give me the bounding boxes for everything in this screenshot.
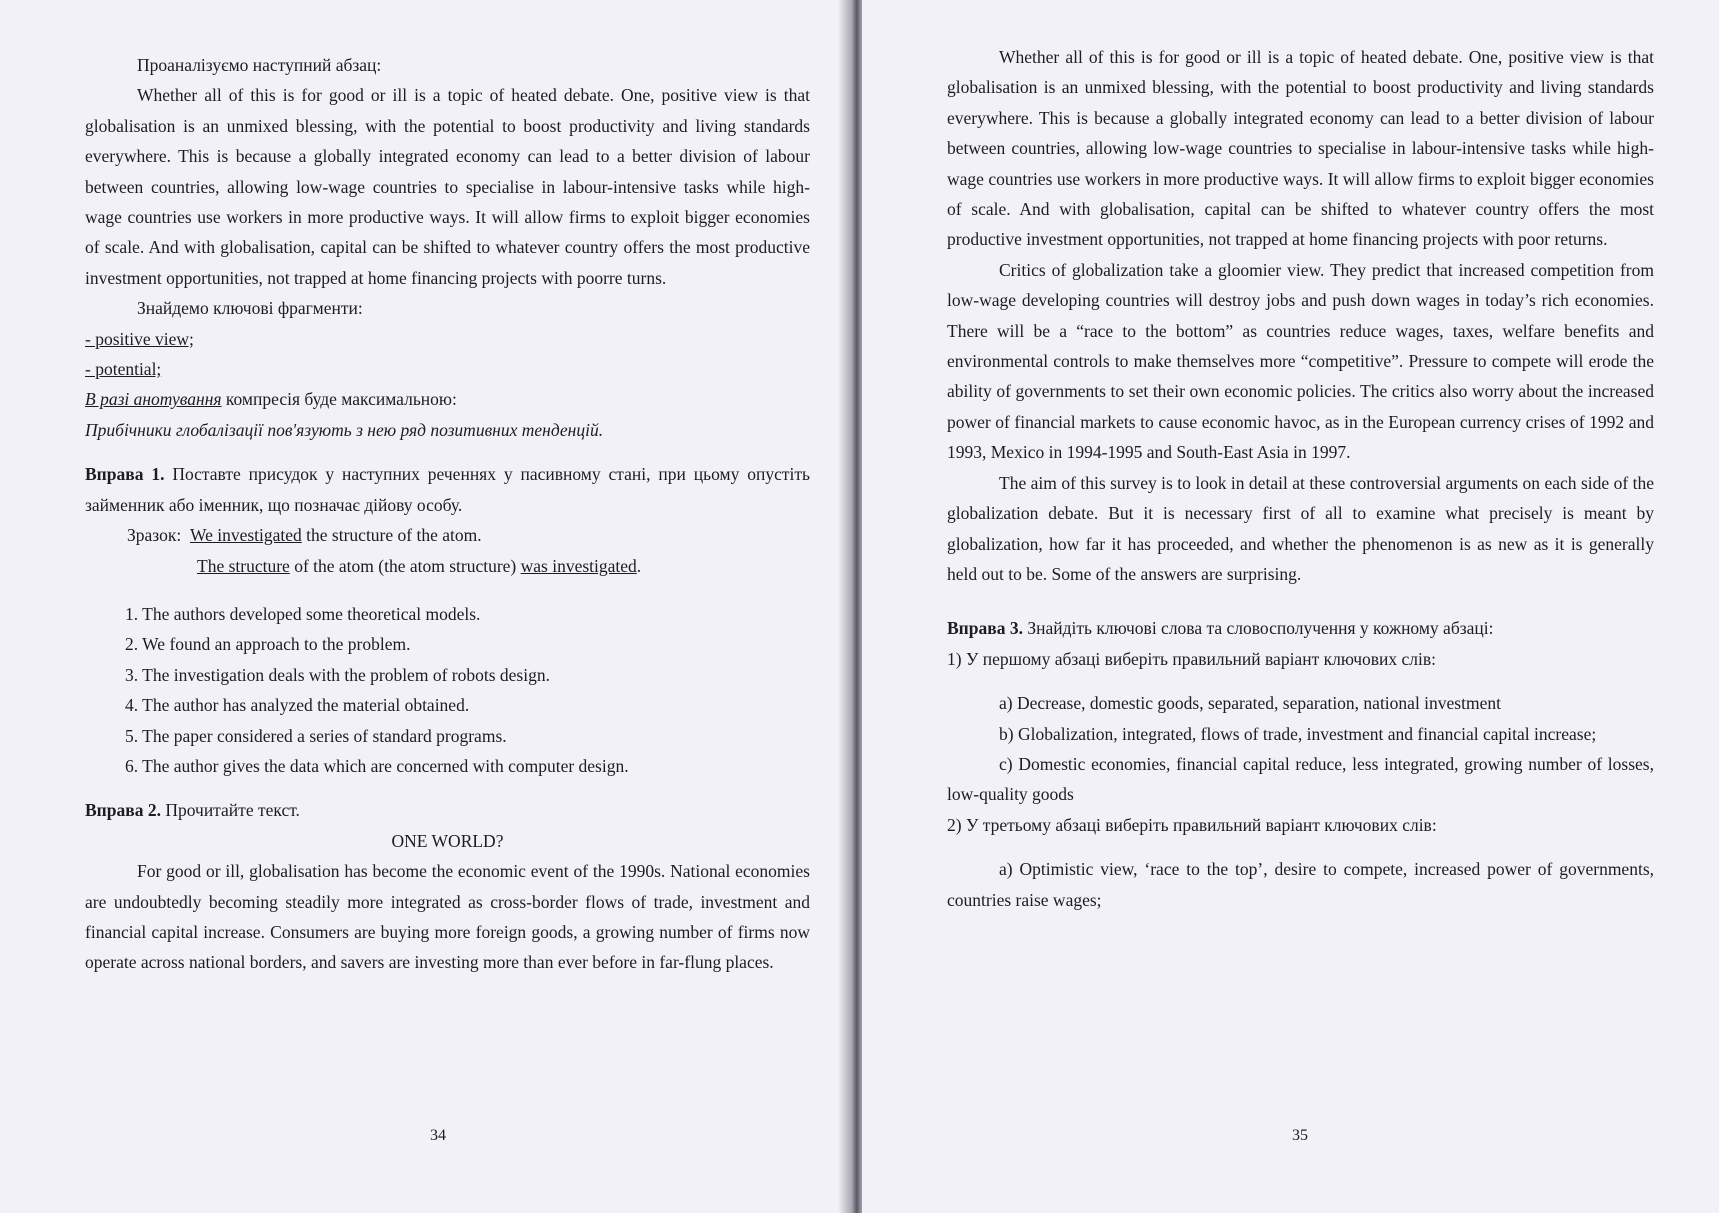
list-item: 4. The author has analyzed the material obtained. (125, 695, 470, 716)
sample-predicate: was investigated (520, 555, 637, 576)
sample-end: . (636, 555, 642, 576)
sample-middle: of the atom (the atom structure) (289, 555, 521, 576)
right-paragraph-3: The aim of this survey is to look in detail at these controversial arguments on each side of the globalization debate. But it is necessary first of all to examine what precisely is meant by globalization, how far it has proceeded, and whether the phenomenon is as new as it is generally held out to be. Some of the answers are surprising. (947, 472, 1654, 584)
exercise-2-text: Прочитайте текст. (160, 800, 300, 821)
exercise-1-list (85, 599, 810, 781)
exercise-2-label: Вправа 2. (85, 800, 161, 821)
exercise-3-label: Вправа 3. (947, 618, 1023, 639)
exercise-1-label: Вправа 1. (85, 464, 165, 485)
list-item: 5. The paper considered a series of standard programs. (125, 725, 507, 746)
left-page (0, 0, 850, 1213)
text-paragraph: For good or ill, globalisation has become the economic event of the 1990s. National economies are undoubtedly becoming steadily more integrated as cross-border flows of trade, investment and financial capital increase. Consumers are buying more foreign goods, a growing number of firms now operate across national borders, and savers are investing more than ever before in far-flung places. (85, 861, 810, 973)
question-2: 2) У третьому абзаці виберіть правильний варіант ключових слів: (947, 814, 1437, 835)
sample-label: Зразок: (127, 525, 182, 546)
list-item: 6. The author gives the data which are concerned with computer design. (125, 755, 629, 776)
annotation-rest: компресія буде максимальною: (221, 389, 457, 410)
question-2-option-a: a) Optimistic view, ‘race to the top’, desire to compete, increased power of governments, countries raise wages; (947, 859, 1654, 910)
key-fragments-intro: Знайдемо ключові фрагменти: (137, 298, 363, 319)
list-item: 3. The investigation deals with the problem of robots design. (125, 664, 550, 685)
sample-rest: the structure of the atom. (301, 525, 482, 546)
question-1-option-c: c) Domestic economies, financial capital reduce, less integrated, growing number of losses, low-quality goods (947, 753, 1654, 805)
sample-we-investigated: We investigated (189, 525, 302, 546)
annotation-term: В разі анотування (85, 389, 222, 410)
exercise-2-instruction (85, 795, 810, 825)
key-fragment-positive-view: - positive view; (85, 328, 194, 349)
page-number-right: 35 (1292, 1127, 1308, 1144)
sample-paragraph: Whether all of this is for good or ill is a topic of heated debate. One, positive view is that globalisation is an unmixed blessing, with the potential to boost productivity and living standards everywhere. This is because a globally integrated economy can lead to a better division of labour between countries, allowing low-wage countries to specialise in labour-intensive tasks while high-wage countries use workers in more productive ways. It will allow firms to exploit bigger economies of scale. And with globalisation, capital can be shifted to whatever country offers the most productive investment opportunities, not trapped at home financing projects with poorre turns. (85, 85, 810, 288)
exercise-3-instruction (947, 613, 1654, 643)
exercise-1-instruction (85, 459, 810, 520)
list-item: 1. The authors developed some theoretical models. (125, 603, 481, 624)
question-1-option-b: b) Globalization, integrated, flows of trade, investment and financial capital increase; (999, 723, 1597, 744)
exercise-1-text: Поставте присудок у наступних реченнях у пасивному стані, при цьому опустіть займенник або іменник, що позначає дійову особу. (85, 464, 810, 515)
sample-line-1 (85, 520, 810, 550)
sample-subject: The structure (197, 555, 290, 576)
question-1: 1) У першому абзаці виберіть правильний варіант ключових слів: (947, 648, 1437, 669)
annotation-result: Прибічники глобалізації пов'язують з нею ряд позитивних тенденцій. (85, 419, 604, 440)
list-item: 2. We found an approach to the problem. (125, 634, 411, 655)
right-page (862, 0, 1719, 1213)
page-number-left: 34 (430, 1127, 446, 1144)
text-title: ONE WORLD? (391, 830, 504, 851)
key-fragment-potential: - potential; (85, 359, 162, 380)
annotation-line (85, 384, 810, 414)
exercise-3-text: Знайдіть ключові слова та словосполучення у кожному абзаці: (1022, 618, 1494, 639)
right-paragraph-2: Critics of globalization take a gloomier view. They predict that increased competition from low-wage developing countries will destroy jobs and push down wages in today’s rich economies. There will be a “race to the bottom” as countries reduce wages, taxes, welfare benefits and environmental controls to make themselves more “competitive”. Pressure to compete will erode the ability of governments to set their own economic policies. The critics also worry about the increased power of financial markets to cause economic havoc, as in the European currency crises of 1992 and 1993, Mexico in 1994-1995 and South-East Asia in 1997. (947, 259, 1654, 463)
right-paragraph-1: Whether all of this is for good or ill is a topic of heated debate. One, positive view is that globalisation is an unmixed blessing, with the potential to boost productivity and living standards everywhere. This is because a globally integrated economy can lead to a better division of labour between countries, allowing low-wage countries to specialise in labour-intensive tasks while high-wage countries use workers in more productive ways. It will allow firms to exploit bigger economies of scale. And with globalisation, capital can be shifted to whatever country offers the most productive investment opportunities, not trapped at home financing projects with poor returns. (947, 47, 1654, 250)
sample-line-2 (85, 551, 810, 581)
intro-line: Проаналізуємо наступний абзац: (137, 55, 382, 75)
question-1-option-a: a) Decrease, domestic goods, separated, separation, national investment (999, 693, 1501, 714)
